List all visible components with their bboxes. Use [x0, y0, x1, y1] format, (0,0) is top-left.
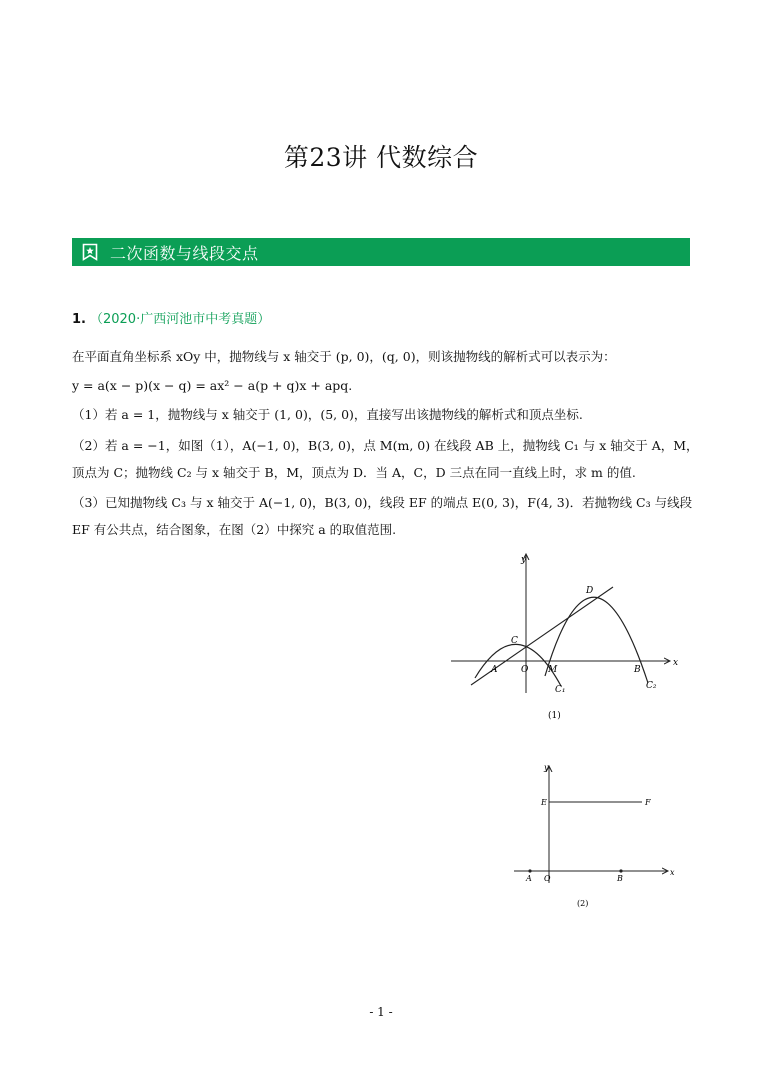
question-source: （2020·广西河池市中考真题） [89, 312, 271, 327]
point-a [528, 869, 531, 872]
page-number: - 1 - [369, 1005, 393, 1019]
question-line: （1）若 a = 1，抛物线与 x 轴交于 (1, 0)，(5, 0)，直接写出该抛物线的解析式和顶点坐标. [72, 407, 583, 422]
fig2-label-e: E [541, 798, 547, 807]
question-number: 1. [72, 312, 86, 327]
fig1-label-c1: C₁ [555, 685, 566, 695]
section-header [72, 238, 690, 266]
section-title: 二次函数与线段交点 [110, 243, 259, 263]
fig1-caption: (1) [548, 711, 561, 721]
fig2-label-y: y [544, 763, 549, 772]
parabola-c2 [545, 597, 648, 683]
question-line: EF 有公共点，结合图象，在图（2）中探究 a 的取值范围. [72, 522, 397, 537]
question-line: （3）已知抛物线 C₃ 与 x 轴交于 A(−1, 0)，B(3, 0)，线段 EF 的端点 E(0, 3)，F(4, 3)．若抛物线 C₃ 与线段 [72, 495, 693, 510]
fig2-label-b: B [617, 874, 623, 883]
fig1-label-c: C [511, 636, 518, 646]
question-header [72, 308, 270, 327]
fig1-label-b: B [634, 665, 641, 675]
fig2-label-f: F [645, 798, 651, 807]
fig1-label-x: x [673, 658, 679, 668]
figure-1 [445, 548, 685, 723]
bookmark-star-icon [80, 242, 100, 262]
fig2-label-o: O [544, 874, 551, 883]
fig2-caption: (2) [577, 899, 589, 908]
fig1-label-o: O [521, 665, 529, 675]
fig2-label-x: x [670, 868, 675, 877]
fig1-label-a: A [491, 665, 498, 675]
question-line: y = a(x − p)(x − q) = ax² − a(p + q)x + apq. [72, 378, 353, 393]
fig1-label-y: y [521, 555, 527, 565]
fig1-label-c2: C₂ [646, 681, 657, 691]
question-line: 顶点为 C；抛物线 C₂ 与 x 轴交于 B，M，顶点为 D．当 A，C，D 三点在同一直线上时，求 m 的值. [72, 465, 636, 480]
fig2-label-a: A [526, 874, 532, 883]
point-b [619, 869, 622, 872]
figure-2 [500, 758, 680, 913]
page-title: 第23讲 代数综合 [283, 143, 479, 172]
question-line: 在平面直角坐标系 xOy 中，抛物线与 x 轴交于 (p, 0)，(q, 0)，则该抛物线的解析式可以表示为： [72, 349, 616, 364]
question-line: （2）若 a = −1，如图（1），A(−1, 0)，B(3, 0)，点 M(m, 0) 在线段 AB 上，抛物线 C₁ 与 x 轴交于 A，M， [72, 438, 699, 453]
fig1-label-m: M [548, 665, 558, 675]
fig1-label-d: D [586, 586, 594, 596]
